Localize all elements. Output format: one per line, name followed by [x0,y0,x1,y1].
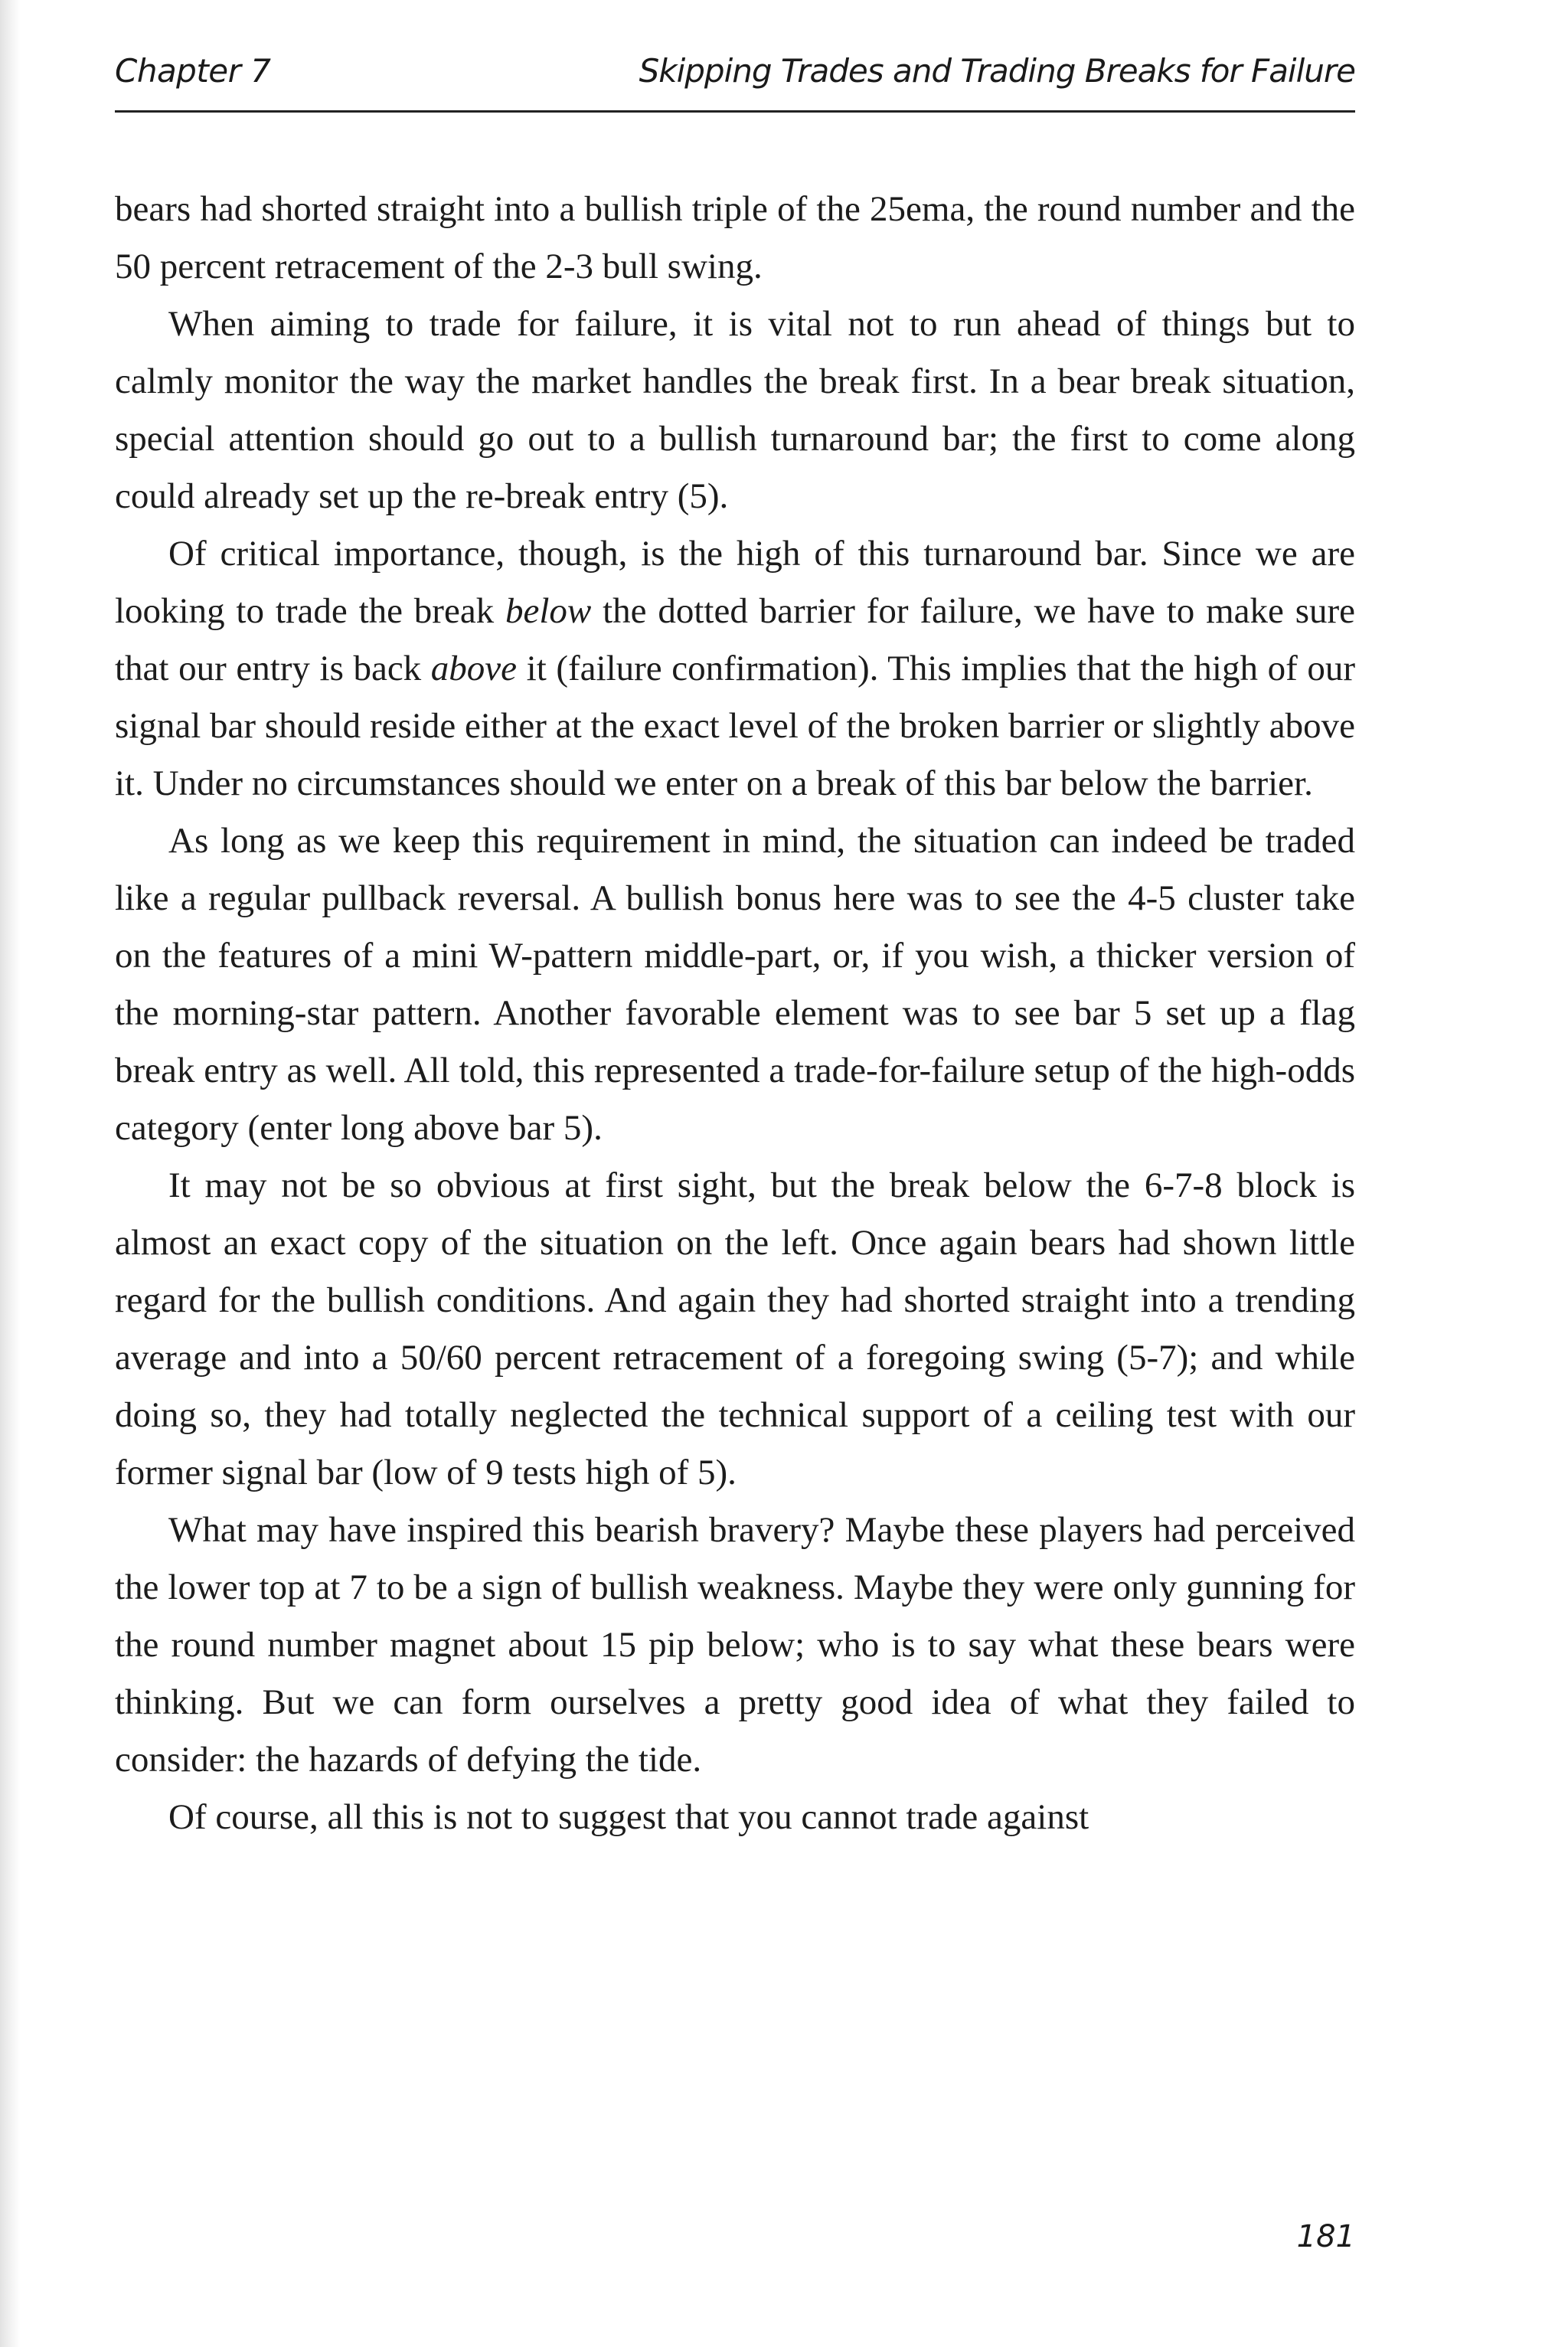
paragraph-5 [115,1157,1355,1502]
chapter-label: Chapter 7 [115,52,271,90]
page-number: 181 [1296,2219,1355,2254]
text-run: It may not be so obvious at first sight, but the break below the 6-7-8 block is almost an exact copy of the situation on the left. Once again bears had shown little regard for the bullish conditions. And again they had shorted straight into a trending average and into a 50/60 percent retracement of a foregoing swing (5-7); and while doing so, they had totally neglected the technical support of a ceiling test with our former signal bar (low of 9 tests high of 5). [115,1165,1355,1492]
text-run: Of critical importance, though, is the high of this turnaround bar. Since we are looking to trade the break [115,534,1355,631]
paragraph-2 [115,296,1355,525]
text-run: the dotted barrier for failure, we have to make sure that our entry is back [115,591,1355,688]
paragraph-4 [115,812,1355,1157]
emphasis-above: above [430,649,518,688]
text-run: it (failure confirmation). This implies that the high of our signal bar should reside either at the exact level of the broken barrier or slightly above it. Under no circumstances should we enter on a break of this bar below the barrier. [115,649,1355,803]
text-run: When aiming to trade for failure, it is vital not to run ahead of things but to calmly monitor the way the market handles the break first. In a bear break situation, special attention should go out to a bullish turnaround bar; the first to come along could already set up the re-break entry (5). [115,304,1355,516]
emphasis-below: below [505,591,592,631]
paragraph-1 [115,181,1355,296]
text-run: Of course, all this is not to suggest that you cannot trade against [168,1797,1089,1837]
page-edge-shading [0,0,20,2347]
body-text [115,181,1355,1846]
running-title: Skipping Trades and Trading Breaks for Failure [639,52,1355,90]
paragraph-3 [115,525,1355,812]
text-run: As long as we keep this requirement in mind, the situation can indeed be traded like a regular pullback reversal. A bullish bonus here was to see the 4-5 cluster take on the features of a mini W-pattern middle-part, or, if you wish, a thicker version of the morning-star pattern. Another favorable element was to see bar 5 set up a flag break entry as well. All told, this represented a trade-for-failure setup of the high-odds category (enter long above bar 5). [115,821,1355,1148]
text-run: bears had shorted straight into a bullish triple of the 25ema, the round number and the 50 percent retracement of the 2-3 bull swing. [115,189,1355,286]
page-header [115,52,1355,113]
text-run: What may have inspired this bearish bravery? Maybe these players had perceived the lower top at 7 to be a sign of bullish weakness. Maybe they were only gunning for the round number magnet about 15 pip below; who is to say what these bears were thinking. But we can form ourselves a pretty good idea of what they failed to consider: the hazards of defying the tide. [115,1510,1355,1780]
paragraph-6 [115,1502,1355,1789]
paragraph-7 [115,1789,1355,1846]
